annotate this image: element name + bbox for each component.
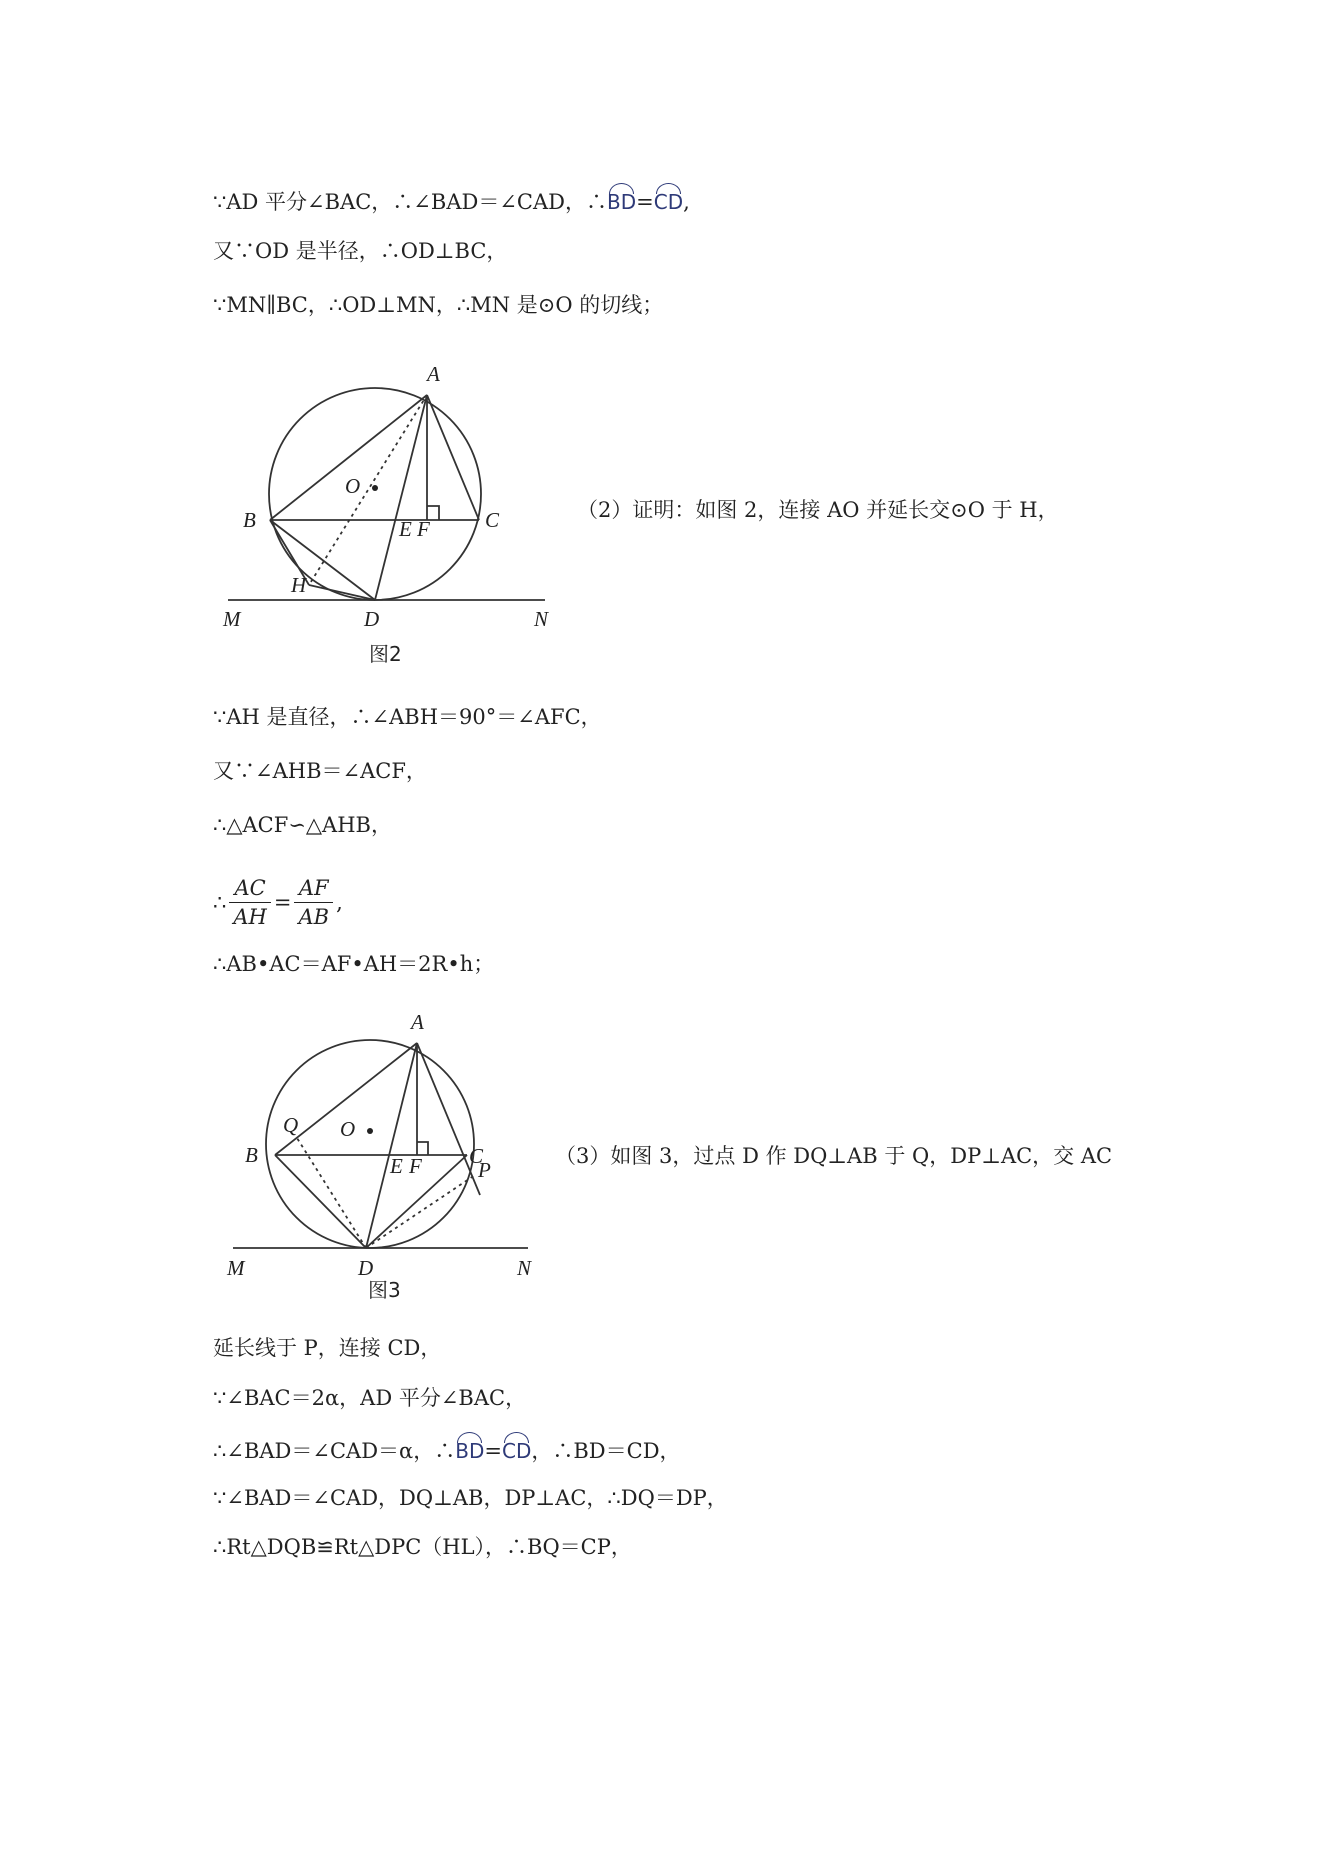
label-m: M	[227, 1256, 245, 1280]
center-dot	[367, 1128, 373, 1134]
label-p: P	[478, 1158, 491, 1182]
fraction-ac-ah	[229, 874, 270, 931]
figure-3-caption: 图3	[368, 1278, 401, 1302]
arc-bd: BD	[455, 1432, 484, 1464]
line1-text: ∵AD 平分∠BAC，∴∠BAD＝∠CAD，∴	[213, 190, 607, 214]
circle-o	[269, 388, 481, 600]
label-h: H	[291, 573, 307, 597]
label-o: O	[345, 474, 361, 498]
label-b: B	[243, 508, 256, 532]
text-line-11	[213, 1432, 681, 1464]
part2-intro: （2）证明：如图 2，连接 AO 并延长交⊙O 于 H，	[577, 498, 1059, 522]
therefore-symbol: ∴	[213, 890, 227, 915]
segment-bd	[275, 1155, 366, 1248]
fraction-1-numerator: AC	[229, 874, 270, 903]
text-line-1	[213, 183, 690, 215]
label-n: N	[534, 607, 549, 631]
fraction-1-denominator: AH	[233, 905, 267, 929]
figure-2	[215, 355, 560, 675]
text-line-6: ∴△ACF∽△AHB，	[213, 813, 392, 837]
arc-bd: BD	[607, 183, 636, 215]
label-n: N	[517, 1256, 532, 1280]
text-line-8: ∴AB•AC＝AF•AH＝2R•h；	[213, 952, 495, 976]
fraction-2-denominator: AB	[298, 905, 330, 929]
label-m: M	[223, 607, 241, 631]
figure-3	[215, 1005, 545, 1305]
text-line-7	[213, 874, 343, 931]
label-a: A	[411, 1010, 424, 1034]
line11-end: ，∴BD＝CD，	[531, 1439, 681, 1463]
line7-end: ,	[336, 890, 343, 915]
segment-ad	[366, 1043, 417, 1248]
label-a: A	[427, 362, 440, 386]
label-q: Q	[283, 1113, 299, 1137]
fraction-equals: =	[273, 890, 292, 915]
label-c: C	[469, 1144, 484, 1168]
text-line-2: 又∵OD 是半径，∴OD⊥BC，	[213, 239, 508, 263]
center-dot	[372, 485, 378, 491]
arc-equals: =	[636, 190, 654, 214]
arc-cd: CD	[654, 183, 683, 215]
text-line-13: ∴Rt△DQB≌Rt△DPC（HL），∴BQ＝CP，	[213, 1535, 632, 1559]
text-line-5: 又∵∠AHB＝∠ACF，	[213, 759, 427, 783]
segment-ad	[375, 395, 427, 600]
fraction-af-ab	[294, 874, 333, 931]
label-d: D	[358, 1256, 374, 1280]
label-o: O	[340, 1117, 356, 1141]
arc-equals: =	[484, 1439, 502, 1463]
text-line-9: 延长线于 P，连接 CD，	[213, 1336, 442, 1360]
diameter-ah	[309, 395, 427, 585]
label-c: C	[485, 508, 500, 532]
text-line-12: ∵∠BAD＝∠CAD，DQ⊥AB，DP⊥AC，∴DQ＝DP，	[213, 1486, 728, 1510]
fraction-2-numerator: AF	[294, 874, 333, 903]
text-line-10: ∵∠BAC＝2α，AD 平分∠BAC，	[213, 1386, 527, 1410]
label-f: F	[417, 517, 430, 541]
part3-intro: （3）如图 3，过点 D 作 DQ⊥AB 于 Q，DP⊥AC，交 AC	[555, 1144, 1113, 1168]
text-line-4: ∵AH 是直径，∴∠ABH＝90°＝∠AFC，	[213, 705, 602, 729]
line11-text: ∴∠BAD＝∠CAD＝α，∴	[213, 1439, 456, 1463]
label-b: B	[245, 1143, 258, 1167]
figure-2-caption: 图2	[369, 642, 402, 666]
label-d: D	[364, 607, 380, 631]
arc-cd: CD	[502, 1432, 531, 1464]
text-line-3: ∵MN∥BC，∴OD⊥MN，∴MN 是⊙O 的切线；	[213, 293, 664, 317]
label-f: F	[409, 1154, 422, 1178]
line1-end: ,	[683, 190, 690, 214]
label-e: E	[390, 1154, 403, 1178]
segment-ab	[270, 395, 427, 520]
circle-o	[266, 1040, 474, 1248]
segment-ac	[427, 395, 479, 520]
label-e: E	[399, 517, 412, 541]
